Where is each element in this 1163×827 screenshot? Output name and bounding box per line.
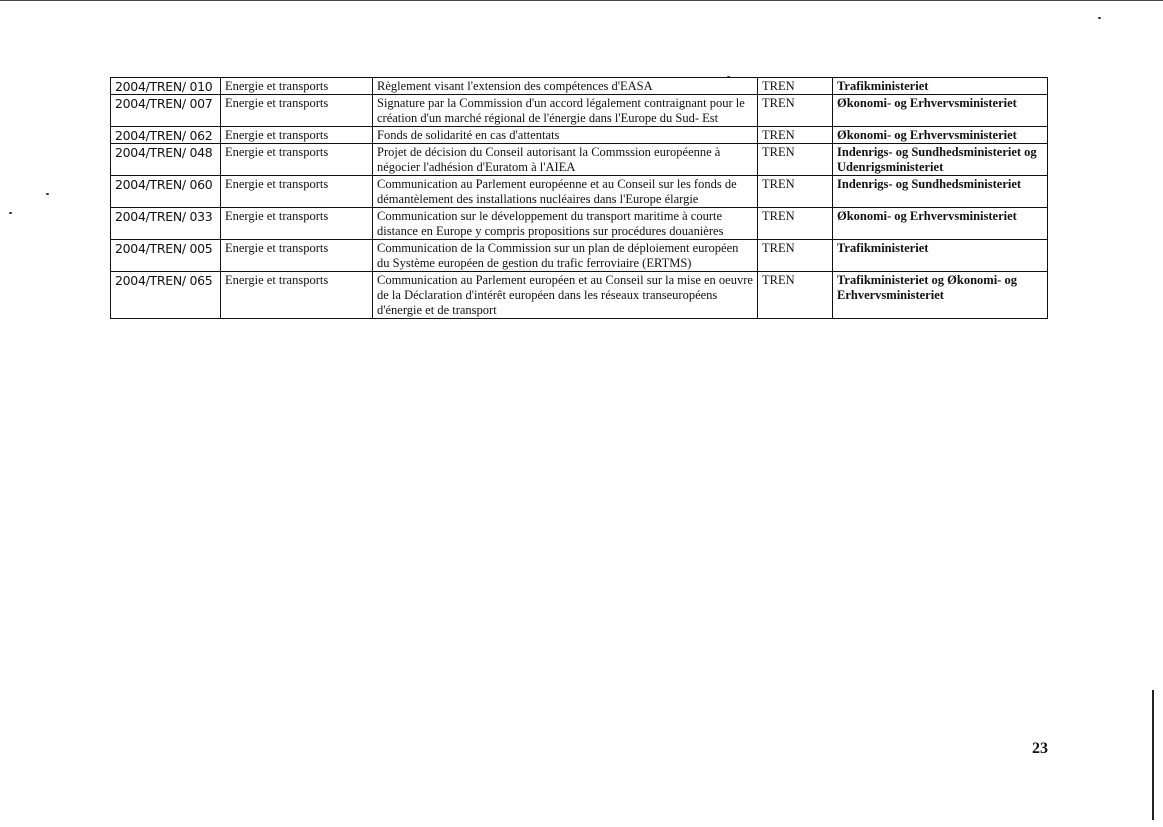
table-row [111, 240, 1048, 272]
title-cell: Communication de la Commission sur un plan de déploiement européen du Système européen de gestion du trafic ferroviaire (ERTMS) [373, 240, 758, 272]
document-table [110, 77, 1048, 319]
reference-cell: 2004/TREN/ 062 [111, 127, 221, 144]
reference-cell: 2004/TREN/ 048 [111, 144, 221, 176]
title-cell: Règlement visant l'extension des compétences d'EASA [373, 78, 758, 95]
scan-speck [46, 193, 49, 195]
page-number: 23 [1032, 740, 1048, 757]
ministry-cell: Indenrigs- og Sundhedsministeriet [833, 176, 1048, 208]
dg-cell: TREN [758, 176, 833, 208]
policy-area-cell: Energie et transports [221, 127, 373, 144]
title-cell: Communication au Parlement européen et au Conseil sur la mise en oeuvre de la Déclaration d'intérêt européen dans les réseaux transeuropéens d'énergie et de transport [373, 272, 758, 319]
policy-area-cell: Energie et transports [221, 144, 373, 176]
table-row [111, 176, 1048, 208]
top-edge-line [0, 0, 1163, 1]
title-cell: Projet de décision du Conseil autorisant la Commssion européenne à négocier l'adhésion d'Euratom à l'AIEA [373, 144, 758, 176]
table-row [111, 272, 1048, 319]
dg-cell: TREN [758, 127, 833, 144]
dg-cell: TREN [758, 78, 833, 95]
policy-area-cell: Energie et transports [221, 240, 373, 272]
ministry-cell: Økonomi- og Erhvervsministeriet [833, 95, 1048, 127]
reference-cell: 2004/TREN/ 010 [111, 78, 221, 95]
ministry-cell: Trafikministeriet [833, 240, 1048, 272]
scan-speck [1098, 17, 1101, 19]
dg-cell: TREN [758, 272, 833, 319]
ministry-cell: Økonomi- og Erhvervsministeriet [833, 208, 1048, 240]
table-row [111, 144, 1048, 176]
right-edge-line [1152, 690, 1154, 820]
policy-area-cell: Energie et transports [221, 272, 373, 319]
table-row [111, 127, 1048, 144]
table-row [111, 78, 1048, 95]
reference-cell: 2004/TREN/ 007 [111, 95, 221, 127]
table-row [111, 208, 1048, 240]
policy-area-cell: Energie et transports [221, 176, 373, 208]
policy-area-cell: Energie et transports [221, 95, 373, 127]
title-cell: Communication sur le développement du transport maritime à courte distance en Europe y compris propositions sur procédures douanières [373, 208, 758, 240]
ministry-cell: Økonomi- og Erhvervsministeriet [833, 127, 1048, 144]
dg-cell: TREN [758, 208, 833, 240]
dg-cell: TREN [758, 240, 833, 272]
reference-cell: 2004/TREN/ 005 [111, 240, 221, 272]
table-row [111, 95, 1048, 127]
reference-cell: 2004/TREN/ 060 [111, 176, 221, 208]
dg-cell: TREN [758, 95, 833, 127]
scan-speck [9, 212, 12, 214]
document-table-body [111, 78, 1048, 319]
policy-area-cell: Energie et transports [221, 208, 373, 240]
reference-cell: 2004/TREN/ 033 [111, 208, 221, 240]
ministry-cell: Indenrigs- og Sundhedsministeriet og Udenrigsministeriet [833, 144, 1048, 176]
title-cell: Fonds de solidarité en cas d'attentats [373, 127, 758, 144]
ministry-cell: Trafikministeriet [833, 78, 1048, 95]
reference-cell: 2004/TREN/ 065 [111, 272, 221, 319]
ministry-cell: Trafikministeriet og Økonomi- og Erhvervsministeriet [833, 272, 1048, 319]
policy-area-cell: Energie et transports [221, 78, 373, 95]
dg-cell: TREN [758, 144, 833, 176]
title-cell: Communication au Parlement européenne et au Conseil sur les fonds de démantèlement des installations nucléaires dans l'Europe élargie [373, 176, 758, 208]
title-cell: Signature par la Commission d'un accord légalement contraignant pour le création d'un marché régional de l'énergie dans l'Europe du Sud- Est [373, 95, 758, 127]
